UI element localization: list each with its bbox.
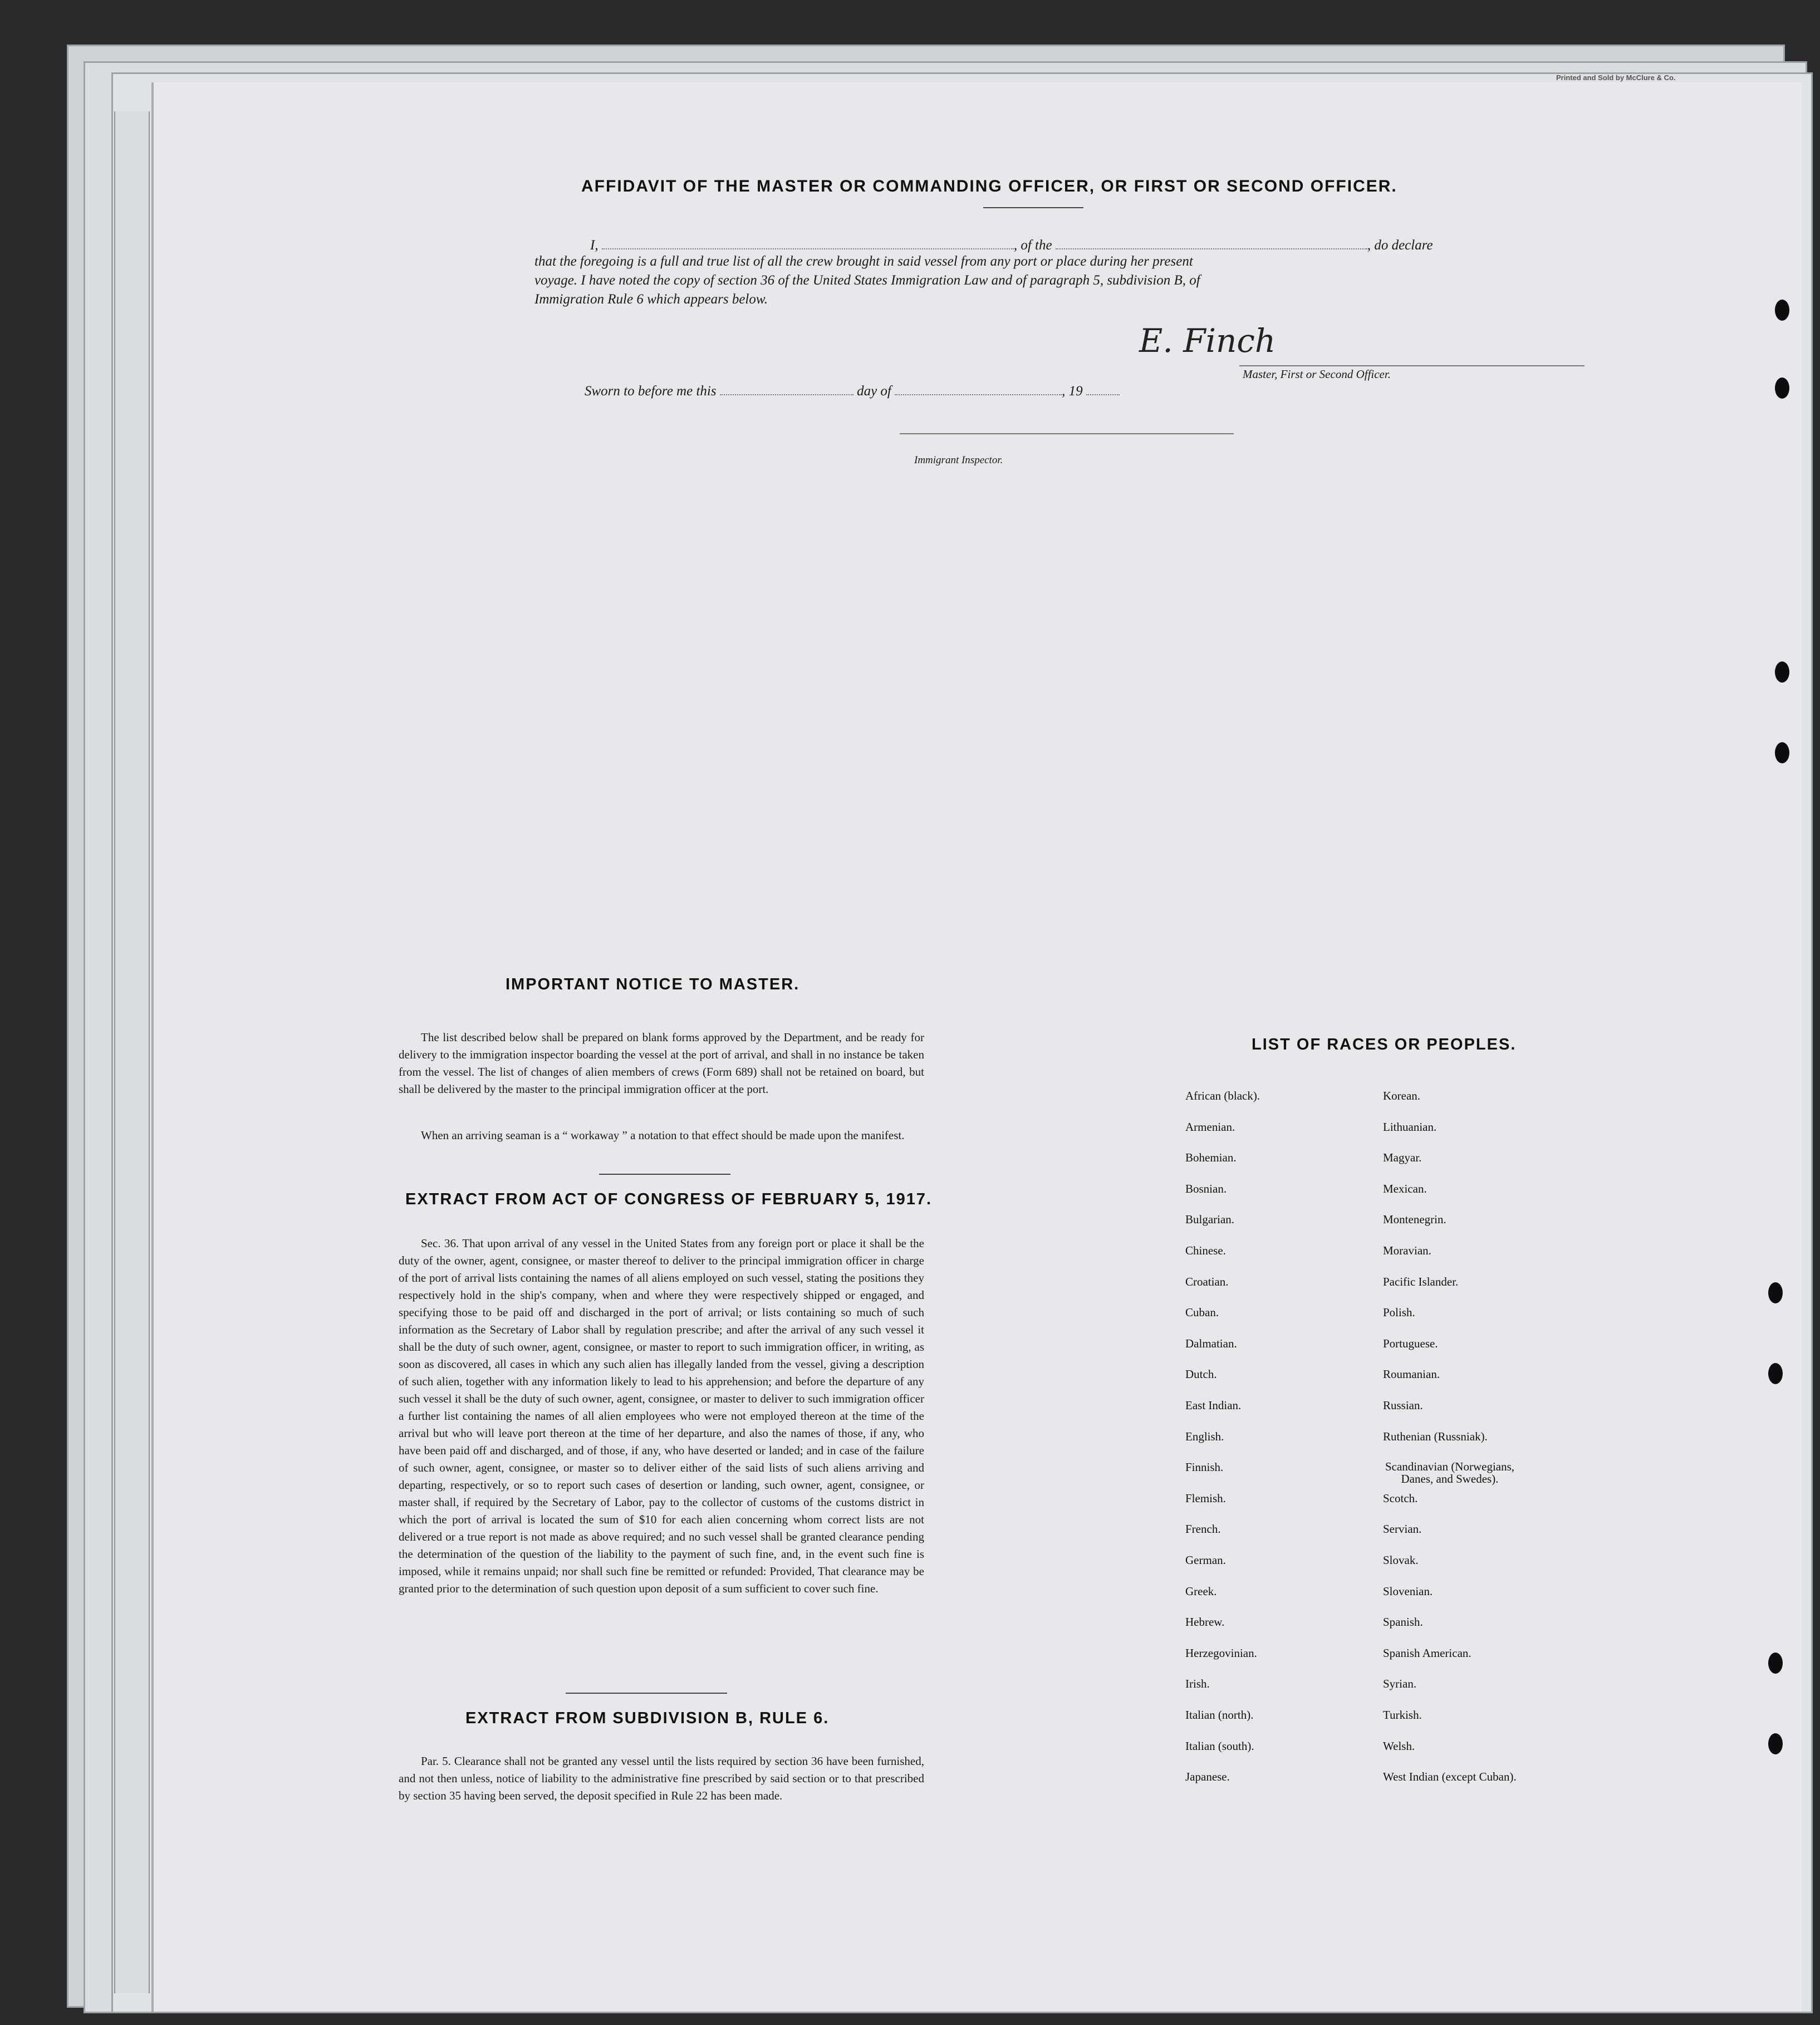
race-item: Mexican. — [1383, 1181, 1427, 1195]
race-item: Chinese. — [1185, 1244, 1226, 1257]
signature-line — [1239, 365, 1584, 366]
binder-hole — [1775, 661, 1789, 683]
race-item: Scotch. — [1383, 1491, 1418, 1505]
race-item: West Indian (except Cuban). — [1383, 1770, 1517, 1784]
race-item: Ruthenian (Russniak). — [1383, 1429, 1488, 1443]
rule-title: EXTRACT FROM SUBDIVISION B, RULE 6. — [465, 1709, 830, 1727]
race-item: Dalmatian. — [1185, 1336, 1237, 1350]
act-section-36-text: Sec. 36. That upon arrival of any vessel in the United States from any foreign port or place it shall be the duty of the owner, agent, consignee, or master thereof to deliver to the principal immigration officer in charge of the port of arrival lists containing the names of all aliens employed on such vessel, stating the positions they respectively hold in the ship's company, when and where they were respectively shipped or engaged, and specifying those to be paid off and discharged in the port of arrival; or lists containing so much of such information as the Secretary of Labor shall by regulation prescribe; and after the arrival of any such vessel it shall be the duty of such owner, agent, consignee, or master to report to such immigration officer, in writing, as soon as discovered, all cases in which any such alien has illegally landed from the vessel, giving a description of such alien, together with any information likely to lead to his apprehension; and before the departure of any such vessel it shall be the duty of such owner, agent, consignee, or master to deliver to such immigration officer a further list containing the names of all alien employees who were not employed thereon at the time of the arrival but who will leave port thereon at the time of her departure, and also the names of those, if any, who have been paid off and discharged, and of those, if any, who have deserted or landed; and in case of the failure of such owner, agent, consignee, or master so to deliver either of the said lists of such aliens arriving and departing, respectively, or so to report such cases of desertion or landing, such owner, agent, consignee, or master shall, if required by the Secretary of Labor, pay to the collector of customs of the customs district in which the port of arrival is located the sum of $10 for each alien concerning whom correct lists are not delivered or a true report is not made as above required; and no such vessel shall be granted clearance pending the determination of the question of the liability to the payment of such fine, and, in the event such fine is imposed, while it remains unpaid; nor shall such fine be remitted or refunded: Provided, That clearance may be granted prior to the determination of such question upon deposit of a sum sufficient to cover such fine. — [399, 1237, 924, 1595]
race-item: English. — [1185, 1429, 1224, 1443]
act-separator — [566, 1693, 727, 1694]
notice-paragraph-2: When an arriving seaman is a “ workaway ” a notation to that effect should be made upon the manifest. — [421, 1129, 905, 1142]
printer-note: Printed and Sold by McClure & Co. — [1556, 73, 1676, 82]
affidavit-declare-label: , do declare — [1367, 238, 1433, 253]
affidavit-of-the-label: , of the — [1013, 238, 1052, 253]
sworn-label: Sworn to before me this — [585, 384, 717, 399]
inspector-signature-line — [900, 433, 1234, 434]
notice-paragraph-1: The list described below shall be prepared on blank forms approved by the Department, and be ready for delivery to the immigration inspector boarding the vessel at the port of arrival, and shall in no instance be taken from the vessel. The list of changes of alien members of crews (Form 689) shall not be retained on board, but shall be delivered by the master to the principal immigration officer at the port. — [399, 1031, 924, 1096]
race-item: Roumanian. — [1383, 1367, 1440, 1381]
race-item: Flemish. — [1185, 1491, 1226, 1505]
race-item: Spanish American. — [1383, 1646, 1471, 1660]
notice-separator — [599, 1174, 730, 1175]
binder-hole — [1768, 1653, 1783, 1674]
sworn-month-field[interactable] — [895, 381, 1062, 395]
race-item: Croatian. — [1185, 1274, 1229, 1288]
affidavit-line-2: that the foregoing is a full and true list of all the crew brought in said vessel from any port or place during her present — [534, 254, 1193, 269]
race-item: Hebrew. — [1185, 1615, 1225, 1629]
race-item: Slovenian. — [1383, 1584, 1433, 1598]
day-of-label: day of — [857, 384, 891, 399]
binder-hole — [1768, 1282, 1783, 1303]
race-item: Syrian. — [1383, 1677, 1417, 1691]
race-item: German. — [1185, 1553, 1226, 1567]
race-item: Bohemian. — [1185, 1151, 1237, 1165]
race-item: Herzegovinian. — [1185, 1646, 1257, 1660]
race-item: East Indian. — [1185, 1399, 1242, 1412]
race-item: Montenegrin. — [1383, 1213, 1446, 1227]
race-item: Cuban. — [1185, 1306, 1219, 1320]
binder-hole — [1768, 1363, 1783, 1384]
race-item: Servian. — [1383, 1522, 1422, 1536]
race-item: French. — [1185, 1522, 1221, 1536]
officer-signature: E. Finch — [1139, 322, 1276, 360]
race-item: Polish. — [1383, 1306, 1415, 1320]
year-prefix-label: , 19 — [1062, 384, 1083, 399]
race-item: Irish. — [1185, 1677, 1210, 1691]
act-title: EXTRACT FROM ACT OF CONGRESS OF FEBRUARY 5, 1917. — [405, 1190, 933, 1208]
race-item: Bosnian. — [1185, 1181, 1227, 1195]
form-page — [151, 82, 1802, 2012]
race-item: Finnish. — [1185, 1460, 1224, 1474]
race-item: African (black). — [1185, 1089, 1260, 1102]
binder-hole — [1775, 300, 1789, 321]
master-name-field[interactable] — [602, 235, 1014, 249]
officer-title-label: Master, First or Second Officer. — [1243, 367, 1391, 381]
race-item: Scandinavian (Norwegians, Danes, and Swedes). — [1385, 1460, 1515, 1486]
inspector-label: Immigrant Inspector. — [914, 454, 1003, 466]
races-title: LIST OF RACES OR PEOPLES. — [1252, 1036, 1517, 1053]
binder-hole — [1768, 1733, 1783, 1754]
affidavit-line-4: Immigration Rule 6 which appears below. — [534, 292, 768, 307]
race-item: Pacific Islander. — [1383, 1274, 1459, 1288]
sworn-day-field[interactable] — [720, 381, 853, 395]
race-item: Turkish. — [1383, 1708, 1422, 1722]
affidavit-i-label: I, — [590, 238, 599, 253]
race-item: Moravian. — [1383, 1244, 1431, 1257]
race-item: Spanish. — [1383, 1615, 1423, 1629]
vessel-name-field[interactable] — [1056, 235, 1367, 249]
affidavit-line-1 — [590, 235, 1433, 253]
race-item: Slovak. — [1383, 1553, 1419, 1567]
race-item: Bulgarian. — [1185, 1213, 1235, 1227]
race-item: Japanese. — [1185, 1770, 1230, 1784]
rule-paragraph-5-text: Par. 5. Clearance shall not be granted any vessel until the lists required by section 36 have been furnished, and not then unless, notice of liability to the administrative fine prescribed by said section or to that prescribed by section 35 having been served, the deposit specified in Rule 22 has been made. — [399, 1754, 924, 1802]
affidavit-rule — [983, 207, 1083, 208]
binder-hole — [1775, 742, 1789, 763]
affidavit-title: AFFIDAVIT OF THE MASTER OR COMMANDING OFFICER, OR FIRST OR SECOND OFFICER. — [581, 177, 1397, 195]
race-item: Magyar. — [1383, 1151, 1422, 1165]
race-item: Italian (south). — [1185, 1739, 1254, 1753]
race-item: Lithuanian. — [1383, 1120, 1437, 1134]
sworn-line — [585, 381, 1120, 399]
race-item: Greek. — [1185, 1584, 1217, 1598]
affidavit-line-3: voyage. I have noted the copy of section 36 of the United States Immigration Law and of paragraph 5, subdivision B, of — [534, 273, 1200, 288]
notice-title: IMPORTANT NOTICE TO MASTER. — [506, 975, 800, 993]
race-item: Armenian. — [1185, 1120, 1235, 1134]
sworn-year-field[interactable] — [1086, 381, 1120, 395]
race-item: Korean. — [1383, 1089, 1421, 1102]
race-item: Dutch. — [1185, 1367, 1217, 1381]
race-item: Italian (north). — [1185, 1708, 1254, 1722]
race-item: Welsh. — [1383, 1739, 1415, 1753]
race-item: Russian. — [1383, 1399, 1423, 1412]
race-item: Portuguese. — [1383, 1336, 1438, 1350]
binder-hole — [1775, 377, 1789, 399]
